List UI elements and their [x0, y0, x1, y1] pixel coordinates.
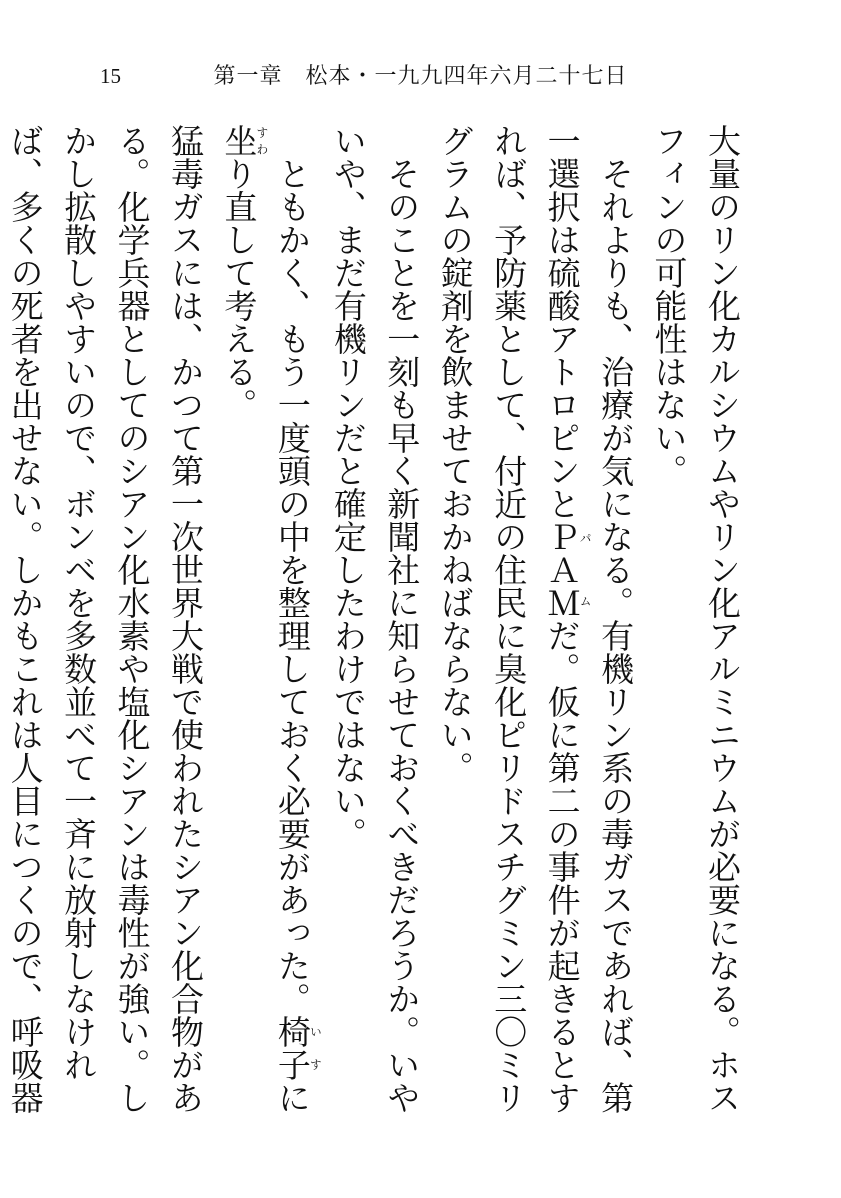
ruby-suwa-reading: すわ: [254, 124, 269, 157]
running-header: 第一章 松本・一九九四年六月二十七日: [213, 64, 628, 89]
paragraph-4-text-c: り直して考える。: [219, 157, 259, 421]
ruby-pam-reading: パム: [578, 520, 593, 619]
paragraph-3: そのことを一刻も早く新聞社に知らせておくべきだろうか。いやいや、まだ有機リンだと確定したわけではない。: [328, 124, 422, 1114]
paragraph-2-text-b: だ。仮に第二の事件が起きるとすれば、予防薬として、付近の住民に臭化ピリドスチグミン三〇ミリグラムの錠剤を飲ませておかねばならない。: [435, 124, 582, 1114]
ruby-isu-base: 椅子: [272, 1015, 312, 1081]
vertical-body-text: [5, 124, 749, 1124]
page-number: 15: [100, 64, 121, 88]
paragraph-1: 大量のリン化カルシウムやリン化アルミニウムが必要になる。ホスフィンの可能性はない。: [649, 124, 742, 1114]
paragraph-2: [428, 124, 642, 1124]
paragraph-5: 猛毒ガスには、かつて第一次世界大戦で使われたシアン化合物がある。化学兵器としてのシアン化水素や塩化シアンは毒性が強い。しかし拡散しやすいので、ボンベを多数並べて一斉に放射しなければ、多くの死者を出せない。しかもこれは人目につくので、呼吸器: [5, 124, 205, 1114]
ruby-suwa-base: 坐: [219, 124, 259, 157]
ruby-isu: [272, 1015, 323, 1081]
ruby-suwa: [219, 124, 269, 157]
paragraph-4: [212, 124, 321, 1124]
paragraph-4-text-a: ともかく、もう一度頭の中を整理しておく必要があった。: [272, 157, 312, 1015]
paragraph-2-text-a: それよりも、治療が気になる。有機リン系の毒ガスであれば、第一選択は硫酸アトロピンと: [542, 124, 636, 1114]
ruby-pam: [542, 520, 593, 619]
ruby-pam-base: ＰＡＭ: [542, 520, 582, 619]
paragraph-4-text-b: に: [272, 1081, 312, 1114]
ruby-isu-reading: いす: [308, 1015, 323, 1081]
